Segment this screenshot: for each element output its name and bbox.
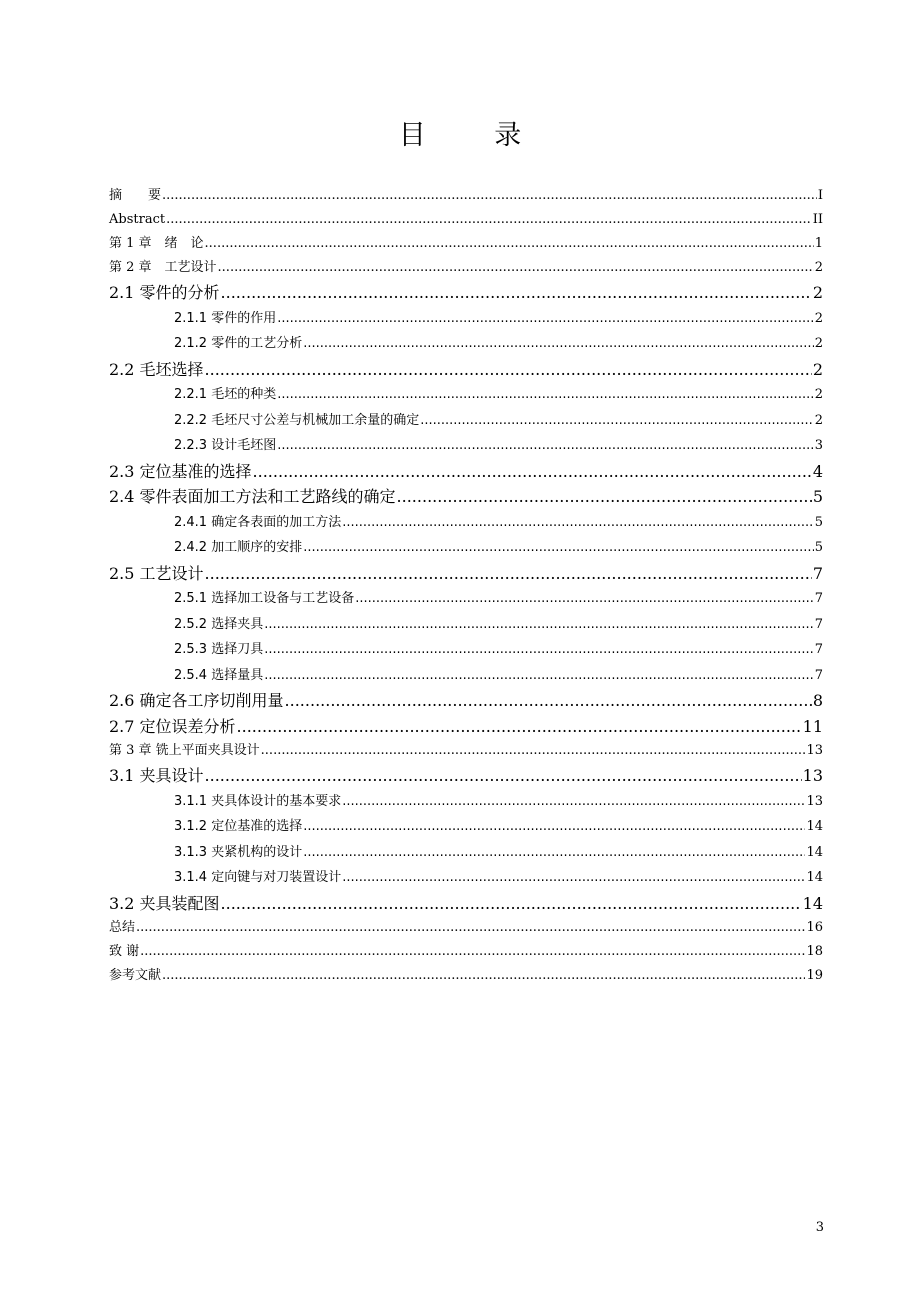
page-title: 目 录 [398, 120, 552, 151]
toc-entry-label: 2.1.2 零件的工艺分析 [174, 336, 303, 351]
page-number: 3 [815, 1220, 824, 1235]
toc-entry[interactable] [109, 814, 823, 840]
toc-leader-dots [277, 433, 814, 459]
toc-entry[interactable] [109, 891, 823, 917]
toc-entry[interactable] [109, 663, 823, 689]
toc-entry-label: 2.4 零件表面加工方法和工艺路线的确定 [109, 487, 396, 506]
toc-leader-dots [221, 280, 812, 306]
toc-entry-page: 2 [814, 260, 823, 275]
toc-entry-page: 13 [806, 793, 823, 809]
toc-leader-dots [303, 535, 814, 561]
toc-entry[interactable] [109, 184, 823, 208]
toc-entry-label: 2.1.1 零件的作用 [174, 310, 277, 326]
toc-entry[interactable] [109, 408, 823, 434]
toc-leader-dots [261, 739, 806, 763]
toc-entry-label: 2.7 定位误差分析 [109, 716, 236, 736]
toc-leader-dots [136, 916, 805, 940]
toc-leader-dots [264, 637, 814, 663]
toc-entry[interactable] [109, 865, 823, 891]
toc-entry-label: 2.1 零件的分析 [109, 283, 220, 302]
toc-leader-dots [342, 510, 814, 536]
toc-entry[interactable] [109, 688, 823, 714]
toc-entry-page: I [817, 188, 823, 203]
toc-entry[interactable] [109, 840, 823, 866]
toc-entry-label: 总结 [109, 920, 136, 935]
toc-leader-dots [205, 763, 802, 789]
toc-entry[interactable] [109, 763, 823, 789]
toc-entry-page: 3 [814, 438, 823, 453]
toc-entry-page: 11 [802, 716, 823, 736]
toc-entry-page: 14 [806, 819, 823, 834]
toc-entry-label: Abstract [109, 212, 166, 227]
toc-entry-page: II [812, 212, 823, 227]
toc-entry-label: 3.1.2 定位基准的选择 [174, 819, 303, 834]
toc-entry[interactable] [109, 964, 823, 988]
toc-leader-dots [221, 891, 802, 917]
toc-entry[interactable] [109, 586, 823, 612]
toc-leader-dots [162, 184, 817, 208]
toc-entry-label: 2.5.1 选择加工设备与工艺设备 [174, 591, 355, 606]
toc-entry-page: 7 [812, 563, 823, 583]
toc-entry-label: 2.2.1 毛坯的种类 [174, 387, 277, 402]
toc-entry-label: 第 2 章 工艺设计 [109, 260, 217, 275]
toc-leader-dots [303, 840, 805, 866]
toc-entry-page: 4 [812, 461, 823, 481]
toc-entry-label: 第 1 章 绪 论 [109, 236, 204, 251]
toc-entry-page: 2 [814, 336, 823, 351]
toc-entry-page: 5 [814, 514, 823, 530]
toc-entry-label: 2.4.2 加工顺序的安排 [174, 540, 303, 555]
toc-entry-label: 2.2.3 设计毛坯图 [174, 438, 277, 453]
toc-leader-dots [277, 382, 814, 408]
toc-leader-dots [264, 663, 814, 689]
toc-entry[interactable] [109, 789, 823, 815]
toc-entry[interactable] [109, 940, 823, 964]
toc-leader-dots [342, 865, 805, 891]
toc-leader-dots [420, 408, 814, 434]
toc-entry-page: 7 [814, 667, 823, 683]
toc-leader-dots [218, 256, 814, 280]
toc-entry-page: 8 [812, 691, 823, 710]
toc-entry-page: 16 [806, 920, 823, 935]
toc-entry-label: 2.2 毛坯选择 [109, 359, 204, 379]
toc-entry[interactable] [109, 280, 823, 306]
toc-entry-label: 3.1.1 夹具体设计的基本要求 [174, 793, 342, 809]
toc-entry-page: 14 [802, 893, 823, 913]
toc-entry[interactable] [109, 484, 823, 510]
toc-entry-page: 2 [812, 283, 823, 302]
toc-entry-label: 3.1.4 定向键与对刀装置设计 [174, 870, 342, 885]
toc-entry-label: 2.4.1 确定各表面的加工方法 [174, 514, 342, 530]
toc-entry-page: 5 [814, 540, 823, 555]
toc-entry[interactable] [109, 459, 823, 485]
toc-entry[interactable] [109, 739, 823, 763]
toc-entry-page: 2 [814, 310, 823, 326]
toc-entry[interactable] [109, 612, 823, 638]
toc-entry-page: 1 [814, 236, 823, 251]
toc-entry-page: 5 [812, 487, 823, 506]
toc-entry-page: 7 [814, 616, 823, 632]
toc-entry-page: 14 [806, 870, 823, 885]
toc-entry[interactable] [109, 357, 823, 383]
toc-leader-dots [303, 814, 805, 840]
toc-entry-label: 2.2.2 毛坯尺寸公差与机械加工余量的确定 [174, 412, 420, 428]
toc-entry-page: 2 [814, 387, 823, 402]
toc-leader-dots [264, 612, 814, 638]
toc-entry-label: 摘 要 [109, 188, 162, 203]
toc-leader-dots [205, 232, 814, 256]
toc-entry[interactable] [109, 916, 823, 940]
toc-leader-dots [205, 561, 812, 587]
toc-entry-page: 18 [806, 944, 823, 959]
toc-leader-dots [166, 208, 812, 232]
toc-entry-label: 2.5.2 选择夹具 [174, 616, 264, 632]
toc-leader-dots [162, 964, 805, 988]
toc-entry-page: 14 [806, 844, 823, 860]
toc-entry-label: 2.5.4 选择量具 [174, 667, 264, 683]
toc-entry[interactable] [109, 535, 823, 561]
toc-leader-dots [355, 586, 814, 612]
toc-entry-label: 致 谢 [109, 944, 140, 959]
toc-entry-page: 13 [802, 766, 823, 785]
toc-entry[interactable] [109, 714, 823, 740]
toc-entry-label: 3.1 夹具设计 [109, 766, 204, 785]
toc-entry[interactable] [109, 433, 823, 459]
toc-entry[interactable] [109, 510, 823, 536]
toc-entry-label: 2.5.3 选择刀具 [174, 642, 264, 657]
toc-entry[interactable] [109, 382, 823, 408]
toc-entry-label: 2.6 确定各工序切削用量 [109, 691, 284, 710]
table-of-contents [109, 184, 823, 988]
toc-entry[interactable] [109, 256, 823, 280]
toc-leader-dots [342, 789, 805, 815]
toc-entry[interactable] [109, 561, 823, 587]
toc-entry-page: 7 [814, 591, 823, 606]
toc-leader-dots [277, 306, 814, 332]
toc-entry-label: 参考文献 [109, 968, 162, 983]
toc-leader-dots [140, 940, 805, 964]
toc-leader-dots [253, 459, 812, 485]
toc-entry[interactable] [109, 232, 823, 256]
toc-leader-dots [397, 484, 812, 510]
toc-entry-page: 2 [812, 359, 823, 379]
toc-entry[interactable] [109, 331, 823, 357]
toc-leader-dots [237, 714, 802, 740]
toc-entry-label: 第 3 章 铣上平面夹具设计 [109, 743, 260, 758]
toc-entry-page: 7 [814, 642, 823, 657]
toc-entry[interactable] [109, 208, 823, 232]
toc-leader-dots [285, 688, 812, 714]
toc-entry-label: 2.3 定位基准的选择 [109, 461, 252, 481]
toc-entry-label: 3.2 夹具装配图 [109, 893, 220, 913]
toc-entry[interactable] [109, 637, 823, 663]
toc-entry-page: 19 [806, 968, 823, 983]
toc-leader-dots [205, 357, 812, 383]
toc-leader-dots [303, 331, 814, 357]
toc-entry-page: 2 [814, 412, 823, 428]
toc-entry-label: 2.5 工艺设计 [109, 563, 204, 583]
toc-entry-page: 13 [806, 743, 823, 758]
toc-entry[interactable] [109, 306, 823, 332]
toc-entry-label: 3.1.3 夹紧机构的设计 [174, 844, 303, 860]
